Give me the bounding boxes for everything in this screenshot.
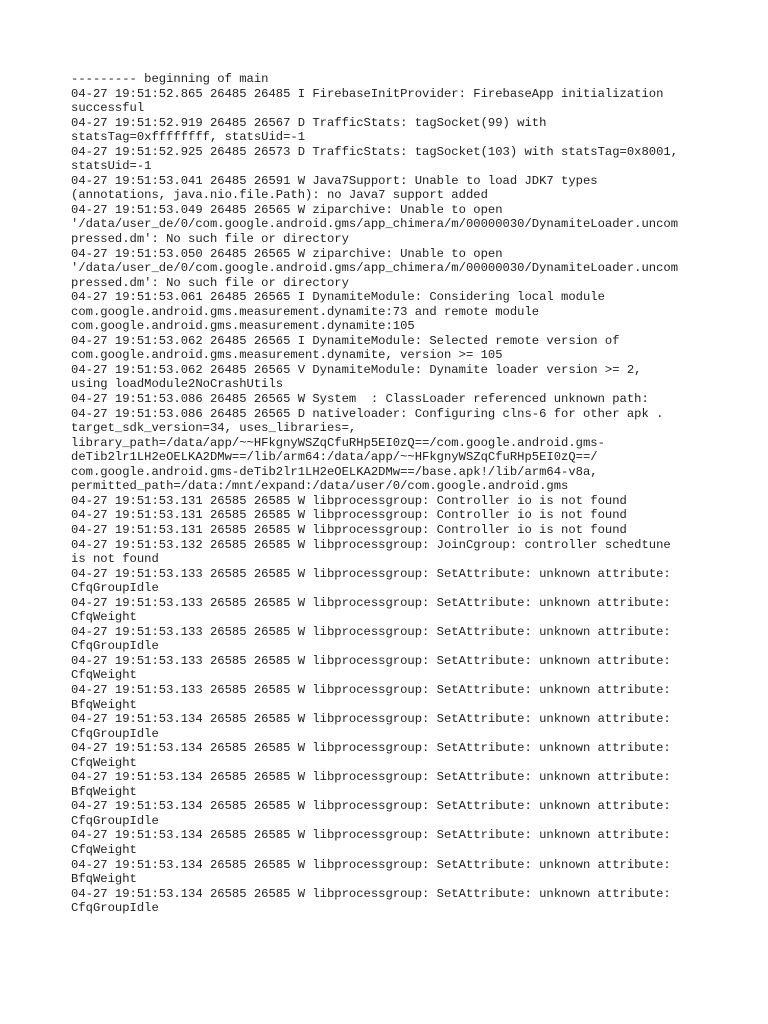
log-line: statsUid=-1 bbox=[71, 159, 152, 174]
log-line: CfqGroupIdle bbox=[71, 581, 159, 596]
logcat-output bbox=[71, 72, 711, 916]
log-line: 04-27 19:51:53.134 26585 26585 W libprocessgroup: SetAttribute: unknown attribute: bbox=[71, 770, 671, 785]
log-line: 04-27 19:51:53.131 26585 26585 W libprocessgroup: Controller io is not found bbox=[71, 508, 627, 523]
log-line: BfqWeight bbox=[71, 784, 137, 799]
log-line: 04-27 19:51:53.134 26585 26585 W libprocessgroup: SetAttribute: unknown attribute: bbox=[71, 828, 671, 843]
log-line: permitted_path=/data:/mnt/expand:/data/user/0/com.google.android.gms bbox=[71, 479, 569, 494]
log-line: is not found bbox=[71, 552, 159, 567]
log-line: library_path=/data/app/~~HFkgnyWSZqCfuRHp5EI0zQ==/com.google.android.gms- bbox=[71, 435, 605, 450]
log-line: 04-27 19:51:53.133 26585 26585 W libprocessgroup: SetAttribute: unknown attribute: bbox=[71, 624, 671, 639]
log-line: 04-27 19:51:53.133 26585 26585 W libprocessgroup: SetAttribute: unknown attribute: bbox=[71, 653, 671, 668]
log-line: CfqGroupIdle bbox=[71, 813, 159, 828]
log-line: deTib2lr1LH2eOELKA2DMw==/lib/arm64:/data/app/~~HFkgnyWSZqCfuRHp5EI0zQ==/ bbox=[71, 450, 598, 465]
log-line: using loadModule2NoCrashUtils bbox=[71, 377, 284, 392]
log-line: target_sdk_version=34, uses_libraries=, bbox=[71, 421, 357, 436]
log-line: CfqWeight bbox=[71, 610, 137, 625]
log-line: CfqGroupIdle bbox=[71, 639, 159, 654]
log-line: 04-27 19:51:53.134 26585 26585 W libprocessgroup: SetAttribute: unknown attribute: bbox=[71, 886, 671, 901]
log-line: 04-27 19:51:53.086 26485 26565 D nativeloader: Configuring clns-6 for other apk . bbox=[71, 406, 664, 421]
log-line: CfqGroupIdle bbox=[71, 726, 159, 741]
log-line: 04-27 19:51:53.134 26585 26585 W libprocessgroup: SetAttribute: unknown attribute: bbox=[71, 712, 671, 727]
log-line: BfqWeight bbox=[71, 872, 137, 887]
log-line: 04-27 19:51:53.131 26585 26585 W libprocessgroup: Controller io is not found bbox=[71, 493, 627, 508]
log-line: com.google.android.gms-deTib2lr1LH2eOELKA2DMw==/base.apk!/lib/arm64-v8a, bbox=[71, 464, 598, 479]
log-header-line: --------- beginning of main bbox=[71, 72, 269, 86]
log-line: 04-27 19:51:53.132 26585 26585 W libprocessgroup: JoinCgroup: controller schedtune bbox=[71, 537, 671, 552]
log-line: 04-27 19:51:52.919 26485 26567 D TrafficStats: tagSocket(99) with bbox=[71, 115, 547, 130]
log-line: successful bbox=[71, 101, 145, 116]
log-line: 04-27 19:51:53.062 26485 26565 I DynamiteModule: Selected remote version of bbox=[71, 333, 620, 348]
log-line: pressed.dm': No such file or directory bbox=[71, 275, 349, 290]
log-line: statsTag=0xffffffff, statsUid=-1 bbox=[71, 130, 306, 145]
log-line: '/data/user_de/0/com.google.android.gms/app_chimera/m/00000030/DynamiteLoader.uncom bbox=[71, 261, 679, 276]
log-line: 04-27 19:51:53.086 26485 26565 W System : ClassLoader referenced unknown path: bbox=[71, 392, 649, 407]
log-line: CfqWeight bbox=[71, 842, 137, 857]
log-line: 04-27 19:51:53.134 26585 26585 W libprocessgroup: SetAttribute: unknown attribute: bbox=[71, 799, 671, 814]
log-line: 04-27 19:51:53.133 26585 26585 W libprocessgroup: SetAttribute: unknown attribute: bbox=[71, 682, 671, 697]
log-line: 04-27 19:51:53.062 26485 26565 V DynamiteModule: Dynamite loader version >= 2, bbox=[71, 362, 642, 377]
log-line: CfqGroupIdle bbox=[71, 901, 159, 916]
log-line: com.google.android.gms.measurement.dynamite:73 and remote module bbox=[71, 304, 540, 319]
log-line: BfqWeight bbox=[71, 697, 137, 712]
log-line: '/data/user_de/0/com.google.android.gms/app_chimera/m/00000030/DynamiteLoader.uncom bbox=[71, 217, 679, 232]
log-line: com.google.android.gms.measurement.dynamite:105 bbox=[71, 319, 415, 334]
log-line: com.google.android.gms.measurement.dynamite, version >= 105 bbox=[71, 348, 503, 363]
log-line: CfqWeight bbox=[71, 755, 137, 770]
log-line: 04-27 19:51:53.049 26485 26565 W ziparchive: Unable to open bbox=[71, 202, 503, 217]
log-line: CfqWeight bbox=[71, 668, 137, 683]
log-line: 04-27 19:51:53.131 26585 26585 W libprocessgroup: Controller io is not found bbox=[71, 522, 627, 537]
log-line: 04-27 19:51:52.925 26485 26573 D TrafficStats: tagSocket(103) with statsTag=0x8001, bbox=[71, 144, 679, 159]
log-line: 04-27 19:51:53.133 26585 26585 W libprocessgroup: SetAttribute: unknown attribute: bbox=[71, 566, 671, 581]
log-line: 04-27 19:51:53.134 26585 26585 W libprocessgroup: SetAttribute: unknown attribute: bbox=[71, 857, 671, 872]
log-line: (annotations, java.nio.file.Path): no Java7 support added bbox=[71, 188, 488, 203]
log-line: 04-27 19:51:53.050 26485 26565 W ziparchive: Unable to open bbox=[71, 246, 503, 261]
log-line: 04-27 19:51:53.134 26585 26585 W libprocessgroup: SetAttribute: unknown attribute: bbox=[71, 741, 671, 756]
log-line: 04-27 19:51:53.061 26485 26565 I DynamiteModule: Considering local module bbox=[71, 290, 605, 305]
log-line: 04-27 19:51:53.041 26485 26591 W Java7Support: Unable to load JDK7 types bbox=[71, 173, 598, 188]
log-line: 04-27 19:51:53.133 26585 26585 W libprocessgroup: SetAttribute: unknown attribute: bbox=[71, 595, 671, 610]
log-line: 04-27 19:51:52.865 26485 26485 I FirebaseInitProvider: FirebaseApp initialization bbox=[71, 86, 664, 101]
log-line: pressed.dm': No such file or directory bbox=[71, 232, 349, 247]
